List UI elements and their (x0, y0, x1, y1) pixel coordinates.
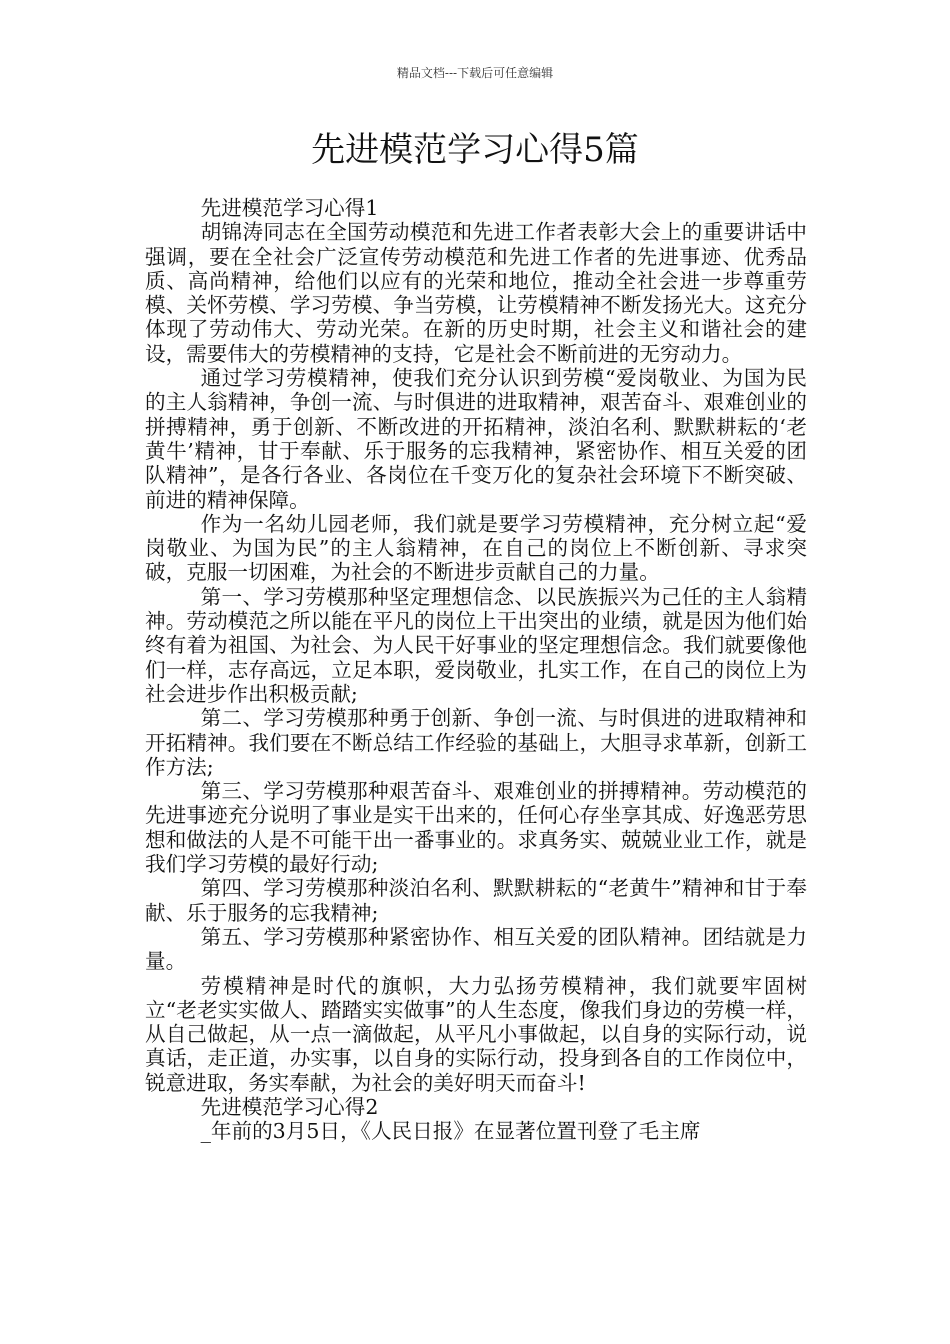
body-paragraph: 劳模精神是时代的旗帜，大力弘扬劳模精神，我们就要牢固树立“老老实实做人、踏踏实实做事”的人生态度，像我们身边的劳模一样，从自己做起，从一点一滴做起，从平凡小事做起，以自身的实际行动，说真话，走正道，办实事，以自身的实际行动，投身到各自的工作岗位中，锐意进取，务实奉献，为社会的美好明天而奋斗! (145, 973, 807, 1095)
body-paragraph: 第五、学习劳模那种紧密协作、相互关爱的团队精神。团结就是力量。 (145, 924, 807, 974)
body-paragraph: 第一、学习劳模那种坚定理想信念、以民族振兴为己任的主人翁精神。劳动模范之所以能在平凡的岗位上干出突出的业绩，就是因为他们始终有着为祖国、为社会、为人民干好事业的坚定理想信念。我们就要像他们一样，志存高远，立足本职，爱岗敬业，扎实工作，在自己的岗位上为社会进步作出积极贡献; (145, 584, 807, 706)
document-title: 先进模范学习心得5篇 (311, 130, 639, 170)
body-paragraph: 通过学习劳模精神，使我们充分认识到劳模“爱岗敬业、为国为民的主人翁精神，争创一流、与时俱进的进取精神，艰苦奋斗、艰难创业的拼搏精神，勇于创新、不断改进的开拓精神，淡泊名利、默默耕耘的‘老黄牛’精神，甘于奉献、乐于服务的忘我精神，紧密协作、相互关爱的团队精神”，是各行各业、各岗位在千变万化的复杂社会环境下不断突破、前进的精神保障。 (145, 366, 807, 512)
section-heading-1: 先进模范学习心得1 (200, 196, 379, 220)
body-paragraph: 第二、学习劳模那种勇于创新、争创一流、与时俱进的进取精神和开拓精神。我们要在不断总结工作经验的基础上，大胆寻求革新，创新工作方法; (145, 706, 807, 779)
body-paragraph: _年前的3月5日，《人民日报》在显著位置刊登了毛主席 (200, 1119, 701, 1144)
body-paragraph: 第四、学习劳模那种淡泊名利、默默耕耘的“老黄牛”精神和甘于奉献、乐于服务的忘我精神; (145, 876, 807, 925)
body-paragraph: 胡锦涛同志在全国劳动模范和先进工作者表彰大会上的重要讲话中强调，要在全社会广泛宣传劳动模范和先进工作者的先进事迹、优秀品质、高尚精神，给他们以应有的光荣和地位，推动全社会进一步尊重劳模、关怀劳模、学习劳模、争当劳模，让劳模精神不断发扬光大。这充分体现了劳动伟大、劳动光荣。在新的历史时期，社会主义和谐社会的建设，需要伟大的劳模精神的支持，它是社会不断前进的无穷动力。 (145, 220, 807, 366)
body-paragraph: 第三、学习劳模那种艰苦奋斗、艰难创业的拼搏精神。劳动模范的先进事迹充分说明了事业是实干出来的，任何心存坐享其成、好逸恶劳思想和做法的人是不可能干出一番事业的。求真务实、兢兢业业工作，就是我们学习劳模的最好行动; (145, 779, 807, 877)
header-note: 精品文档---下载后可任意编辑 (396, 66, 554, 80)
body-paragraph: 作为一名幼儿园老师，我们就是要学习劳模精神，充分树立起“爱岗敬业、为国为民”的主人翁精神，在自己的岗位上不断创新、寻求突破，克服一切困难，为社会的不断进步贡献自己的力量。 (145, 511, 807, 585)
document-body (145, 196, 807, 1144)
section-heading-2: 先进模范学习心得2 (200, 1094, 379, 1119)
